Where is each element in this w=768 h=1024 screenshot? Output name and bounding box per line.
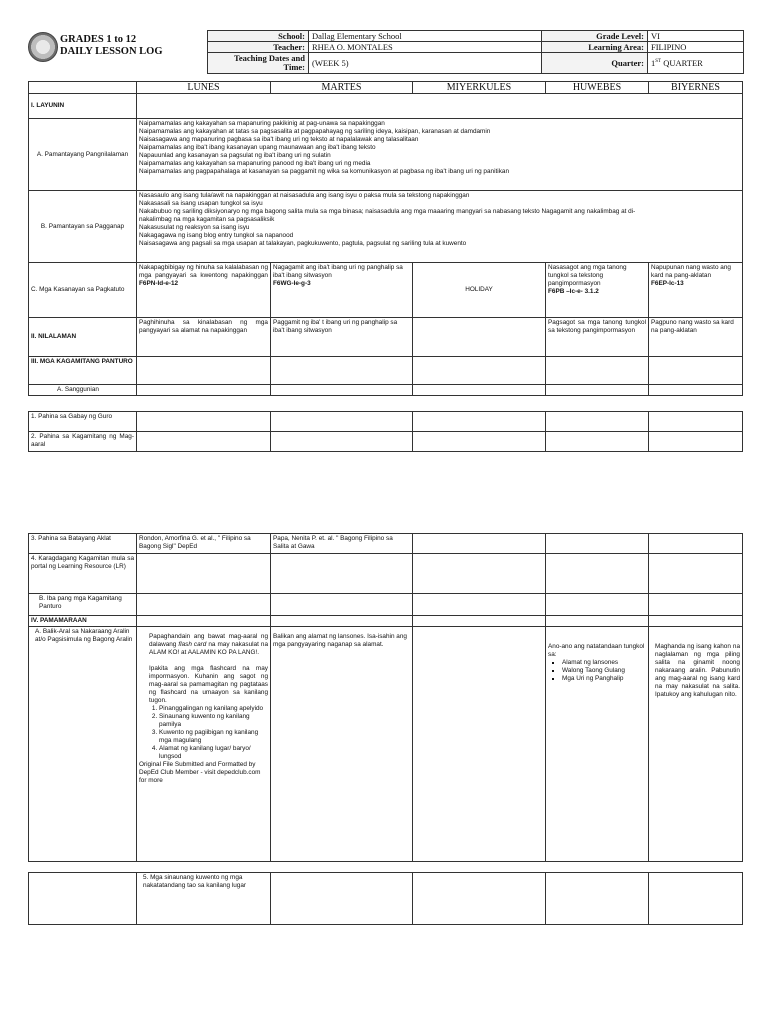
learning-area-value: FILIPINO	[648, 42, 744, 53]
batayang-aklat-martes: Papa, Nenita P. et. al. " Bagong Filipino sa Salita at Gawa	[271, 534, 413, 554]
lesson-log-table-4	[28, 872, 743, 925]
nilalaman-martes: Paggamit ng iba' t ibang uri ng panghalip sa iba't ibang sitwasyon	[271, 318, 413, 357]
kasanayan-martes: Nagagamit ang iba't ibang uri ng panghalip sa iba't ibang sitwasyon F6WG-Ie-g-3	[271, 263, 413, 318]
pamantayan-sa-pagganap-label: B. Pamantayan sa Pagganap	[29, 191, 137, 263]
grade-level-value: VI	[648, 31, 744, 42]
learning-area-label: Learning Area:	[542, 42, 648, 53]
batayang-aklat-label: 3. Pahina sa Batayang Aklat	[29, 534, 137, 554]
lesson-log-table-3	[28, 533, 743, 862]
document-title	[60, 34, 163, 58]
pamantayang-pangnilalaman-label: A. Pamantayang Pangnilalaman	[29, 119, 137, 191]
pamantayang-pangnilalaman-content: Naipamamalas ang kakayahan sa mapanuring pakikinig at pag-unawa sa napakinggan Naipamamalas ang kakayahan at tatas sa pagsasalita at pagpapahayag ng sariling ideya, kaisipan, karanasan at damdamin Naisasagawa ang mapanuring pagbasa sa iba't ibang uri ng teksto at napalalawak ang talasalitaan Naipamamalas ang iba't ibang kasanayan upang maunawaan ang iba't ibang teksto Napauunlad ang kasanayan sa pagsulat ng iba't ibang uri ng sulatin Naipamamalas ang kakayahan sa mapanuring panood ng iba't ibang uri ng media Naipamamalas ang pagpapahalaga at kasanayan sa paggamit ng wika sa komunikasyon at pagbasa ng iba't ibang uri ng panitikan	[137, 119, 743, 191]
title-line-1: GRADES 1 to 12	[60, 34, 137, 45]
section-kagamitang-panturo: III. MGA KAGAMITANG PANTURO	[29, 357, 137, 385]
gabay-ng-guro-label: 1. Pahina sa Gabay ng Guro	[29, 412, 137, 432]
day-header-huwebes: HUWEBES	[546, 82, 649, 94]
lesson-log-table-1	[28, 81, 743, 396]
iba-pang-kagamitan-label: B. Iba pang mga Kagamitang Panturo	[29, 594, 137, 616]
teaching-dates-value: (WEEK 5)	[309, 53, 542, 74]
deped-club-note: Original File Submitted and Formatted by DepEd Club Member - visit depedclub.com for more	[139, 761, 261, 784]
kasanayan-lunes: Nakapagbibigay ng hinuha sa kalalabasan ng mga pangyayari sa kwentong napakinggan F6PN-Id-e-12	[137, 263, 271, 318]
school-label: School:	[208, 31, 309, 42]
lesson-log-table-2	[28, 411, 743, 452]
title-line-2: DAILY LESSON LOG	[60, 46, 163, 57]
pamantayan-sa-pagganap-content: Nasasaulo ang isang tula/awit na napakinggan at naisasadula ang isang isyu o paksa mula sa tekstong napakinggan Nakasasali sa isang usapan tungkol sa isyu Nakabubuo ng sariling diksiyonaryo ng mga bagong salita mula sa mga binasa; naisasadula ang mga maaaring mangyari sa nabasang teksto Nagagamit ang nakalimbag at di- nakalimbag na mga kagamitan sa pagsasaliksik Nakasusulat ng reaksyon sa isang isyu Nakagagawa ng isang blog entry tungkol sa napanood Naisasagawa ang pagsali sa mga usapan at talakayan, pagkukuwento, pagtula, pagsulat ng sariling tula at kuwento	[137, 191, 743, 263]
day-header-martes: MARTES	[271, 82, 413, 94]
sanggunian-label: A. Sanggunian	[29, 385, 137, 396]
balik-aral-biyernes: Maghanda ng isang kahon na naglalaman ng mga piling salita na ginamit noong nakaraang aralin. Pabunutin ang mag-aaral ng isang kard na may nakasulat na salita. Ipatukoy ang kahulugan nito.	[649, 627, 743, 862]
kagamitang-mag-aaral-label: 2. Pahina sa Kagamitang ng Mag-aaral	[29, 432, 137, 452]
balik-aral-label: A. Balik-Aral sa Nakaraang Aralin at/o Pagsisimula ng Bagong Aralin	[29, 627, 137, 862]
lunes-item-5: 5. Mga sinaunang kuwento ng mga nakatatandang tao sa kanilang lugar	[137, 873, 271, 925]
quarter-label: Quarter:	[542, 53, 648, 74]
nilalaman-lunes: Paghihinuha sa kinalabasan ng mga pangyayari sa alamat na napakinggan	[137, 318, 271, 357]
kasanayan-miyerkules-holiday: HOLIDAY	[413, 263, 546, 318]
section-layunin: I. LAYUNIN	[29, 94, 137, 119]
header-info-table	[207, 30, 744, 74]
day-header-lunes: LUNES	[137, 82, 271, 94]
quarter-value: 1ST QUARTER	[648, 53, 744, 74]
nilalaman-biyernes: Pagpuno nang wasto sa kard na pang-aklatan	[649, 318, 743, 357]
school-value: Dallag Elementary School	[309, 31, 542, 42]
deped-seal-logo	[28, 32, 58, 62]
batayang-aklat-lunes: Rondon, Amorfina G. et al., " Filipino sa Bagong Sigl" DepEd	[137, 534, 271, 554]
nilalaman-huwebes: Pagsagot sa mga tanong tungkol sa tekstong pangimpormasyon	[546, 318, 649, 357]
section-pamamaraan: IV. PAMAMARAAN	[29, 616, 137, 627]
day-header-biyernes: BIYERNES	[649, 82, 743, 94]
balik-aral-martes: Balikan ang alamat ng lansones. Isa-isahin ang mga pangyayaring naganap sa alamat.	[271, 627, 413, 862]
section-nilalaman: II. NILALAMAN	[29, 318, 137, 357]
balik-aral-huwebes: Ano-ano ang natatandaan tungkol sa: ▪ Alamat ng lansones ▪ Walong Taong Gulang ▪ Mga Uri ng Panghalip	[546, 627, 649, 862]
balik-aral-lunes: Papaghandain ang bawat mag-aaral ng dalawang flash card na may nakasulat na ALAM KO! at AALAMIN KO PA LANG!. Ipakita ang mga flashcard na may impormasyon. Kuhanin ang sagot ng mag-aaral sa pamamagitan ng pagtataas ng flashcard na umaayon sa kanilang tugon. 1. Pinanggalingan ng kanilang apelyido 2. Sinaunang kuwento ng kanilang pamilya 3. Kuwento ng pagiibigan ng kanilang mga magulang 4. Alamat ng kanilang lugar/ baryo/ lungsod Original File Submitted and Formatted by DepEd Club Member - visit depedclub.com for more	[137, 627, 271, 862]
kasanayan-huwebes: Nasasagot ang mga tanong tungkol sa tekstong pangimpormasyon F6PB –Ic-e- 3.1.2	[546, 263, 649, 318]
teacher-value: RHEA O. MONTALES	[309, 42, 542, 53]
teaching-dates-label: Teaching Dates and Time:	[208, 53, 309, 74]
grade-level-label: Grade Level:	[542, 31, 648, 42]
teacher-label: Teacher:	[208, 42, 309, 53]
day-header-miyerkules: MIYERKULES	[413, 82, 546, 94]
kasanayan-label: C. Mga Kasanayan sa Pagkatuto	[29, 263, 137, 318]
kasanayan-biyernes: Napupunan nang wasto ang kard na pang-aklatan F6EP-Ic-13	[649, 263, 743, 318]
corner-cell	[29, 82, 137, 94]
karagdagang-kagamitan-label: 4. Karagdagang Kagamitan mula sa portal ng Learning Resource (LR)	[29, 554, 137, 594]
